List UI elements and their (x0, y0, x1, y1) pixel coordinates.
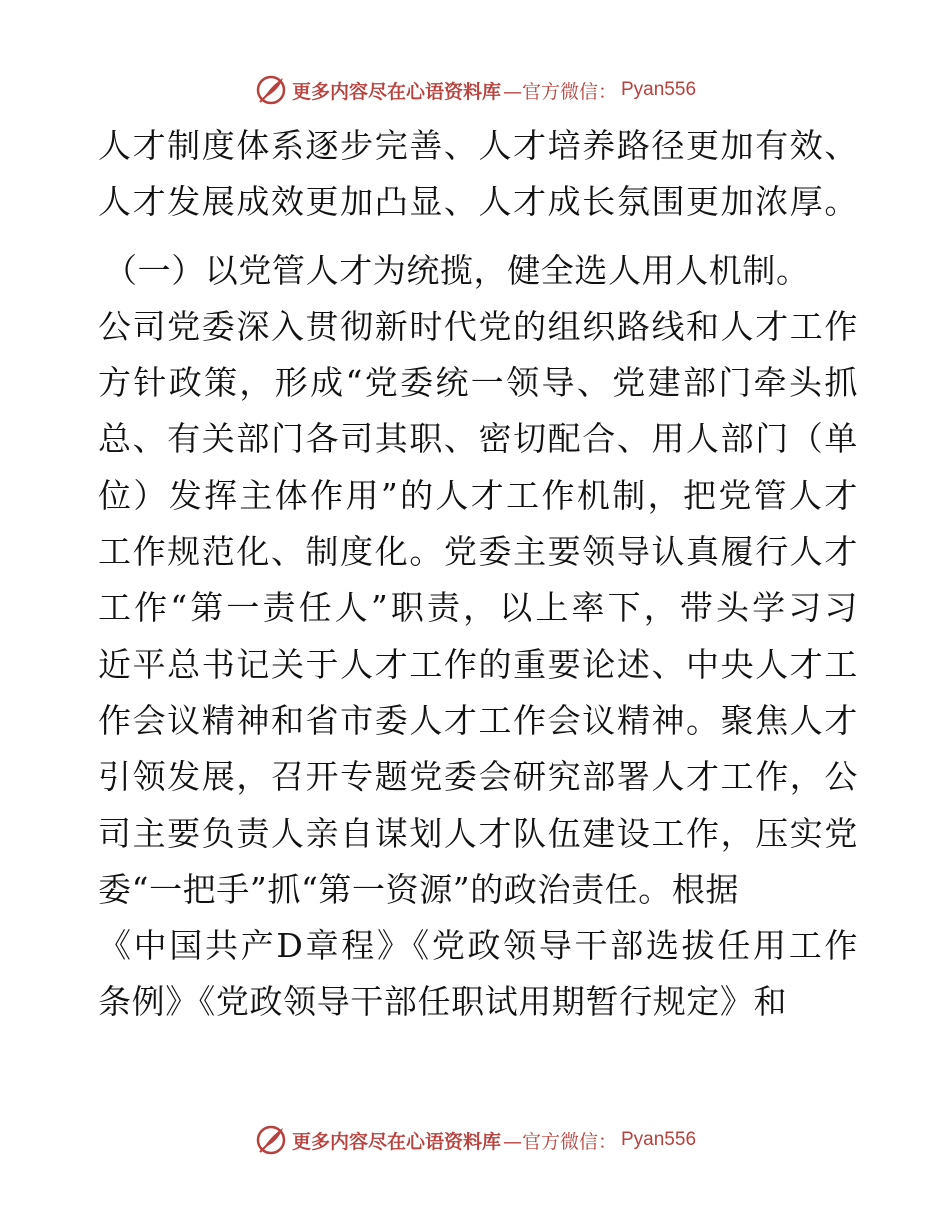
paragraph-line: 总、有关部门各司其职、密切配合、用人部门（单 (98, 419, 858, 459)
paragraph-line: 近平总书记关于人才工作的重要论述、中央人才工 (98, 644, 858, 684)
paragraph-line: 引领发展，召开专题党委会研究部署人才工作，公 (98, 757, 858, 797)
header-watermark-banner (0, 70, 950, 110)
watermark-official-text: —官方微信： (502, 80, 617, 103)
watermark-brand-text: 更多内容尽在心语资料库 (291, 1130, 501, 1153)
watermark-official-text: —官方微信： (502, 1130, 617, 1153)
watermark-wechat-id: Pyan556 (621, 1129, 697, 1150)
document-body (98, 118, 858, 1031)
feather-quill-icon (254, 1123, 288, 1157)
paragraph-line: 公司党委深入贯彻新时代党的组织路线和人才工作 (98, 306, 858, 346)
paragraph-line: 工作“第一责任人”职责，以上率下，带头学习习 (98, 588, 858, 628)
feather-quill-icon (254, 73, 288, 107)
paragraph-line: 位）发挥主体作用”的人才工作机制，把党管人才 (98, 475, 858, 515)
paragraph-line: 作会议精神和省市委人才工作会议精神。聚焦人才 (98, 700, 858, 740)
paragraph-line: 委“一把手”抓“第一资源”的政治责任。根据 (98, 869, 740, 909)
watermark-brand-text: 更多内容尽在心语资料库 (291, 80, 501, 103)
footer-watermark-banner (0, 1120, 950, 1160)
intro-line-1: 人才制度体系逐步完善、人才培养路径更加有效、 (98, 126, 858, 165)
paragraph-line: 工作规范化、制度化。党委主要领导认真履行人才 (98, 532, 858, 572)
paragraph-line: 《中国共产D章程》《党政领导干部选拔任用工作 (98, 926, 858, 966)
section-heading: （一）以党管人才为统揽，健全选人用人机制。 (104, 250, 810, 290)
paragraph-line: 条例》《党政领导干部任职试用期暂行规定》和 (98, 982, 788, 1022)
watermark-wechat-id: Pyan556 (621, 79, 697, 100)
paragraph-line: 司主要负责人亲自谋划人才队伍建设工作，压实党 (98, 813, 858, 853)
paragraph-line: 方针政策，形成“党委统一领导、党建部门牵头抓 (98, 363, 858, 403)
intro-line-2: 人才发展成效更加凸显、人才成长氛围更加浓厚。 (98, 182, 858, 222)
